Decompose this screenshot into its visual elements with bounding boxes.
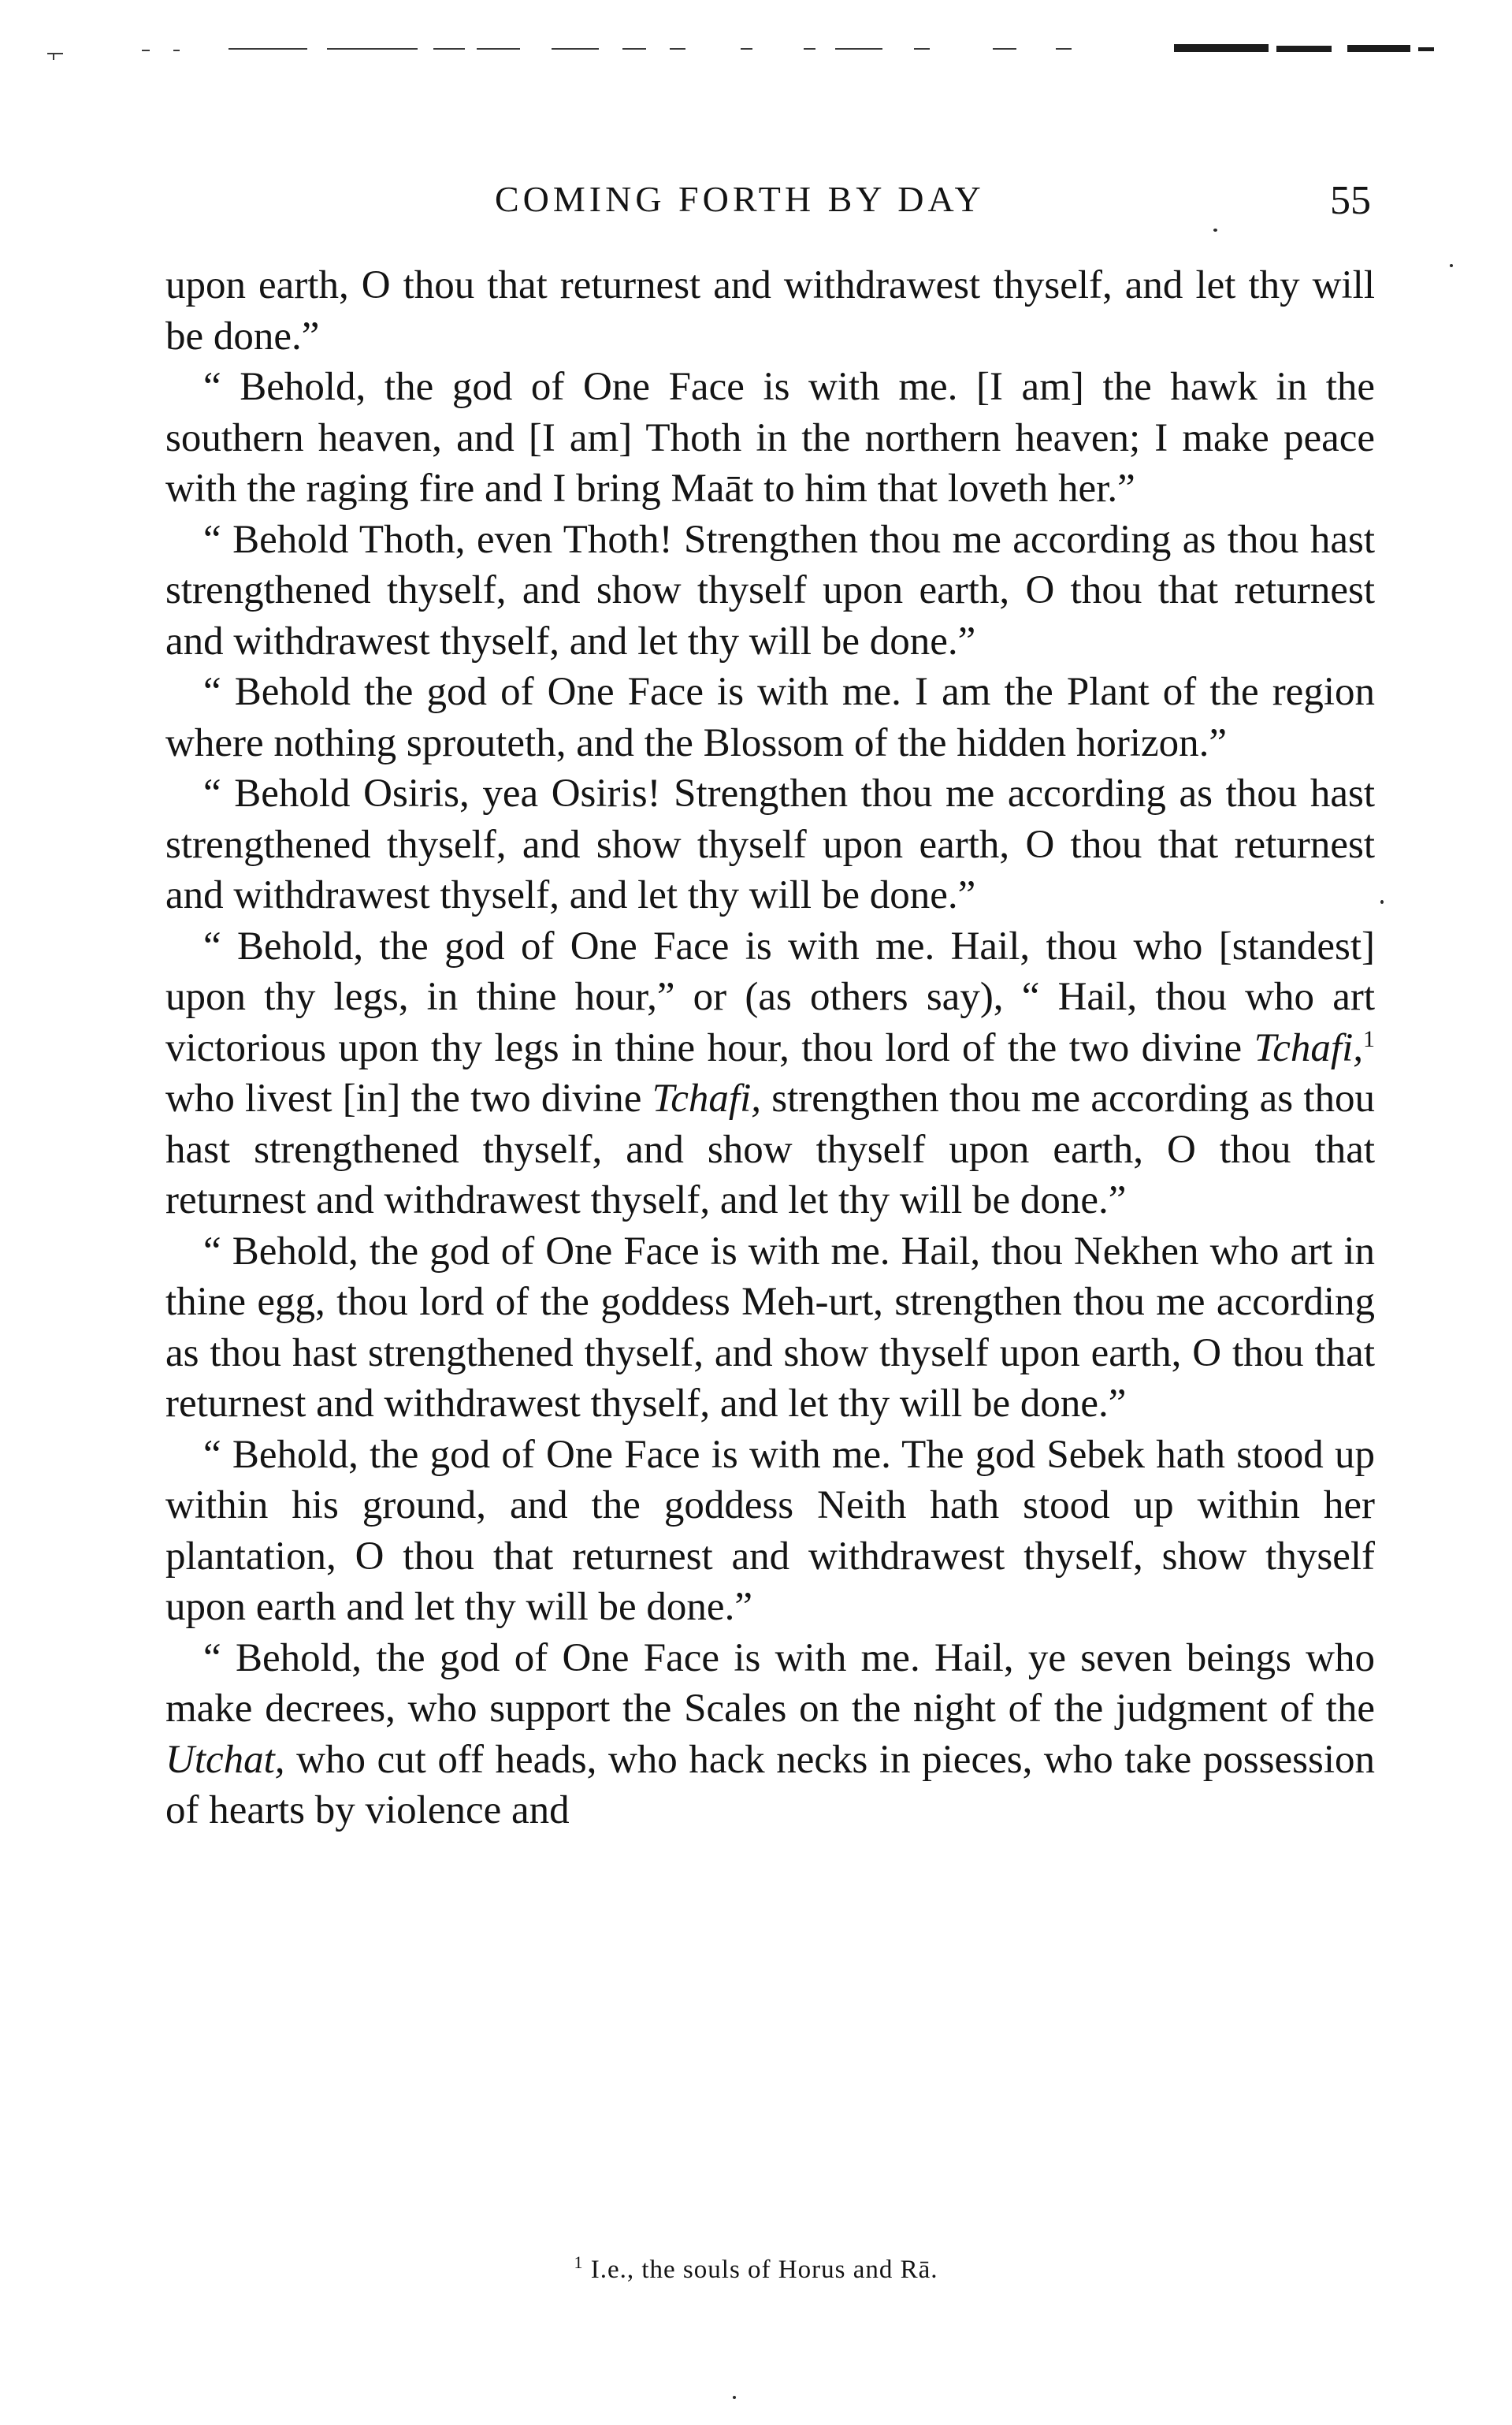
paragraph: [165, 921, 1375, 1226]
paragraph-text: “ Behold, the god of One Face is with me. Hail, ye seven beings who make decrees, who support the Scales on the night of the judgment of the: [165, 1635, 1375, 1731]
footnote-text: I.e., the souls of Horus and Rā.: [590, 2256, 938, 2284]
paragraph: upon earth, O thou that returnest and withdrawest thyself, and let thy will be done.”: [165, 263, 1375, 359]
footnote-reference[interactable]: 1: [1363, 1025, 1375, 1052]
page-number: 55: [1330, 178, 1371, 223]
paragraph: “ Behold Osiris, yea Osiris! Strengthen thou me according as thou hast strengthened thyself, and show thyself upon earth, O thou that returnest and withdrawest thyself, and let thy will be done.”: [165, 772, 1375, 917]
scan-speck: [1450, 264, 1453, 267]
running-head-title: COMING FORTH BY DAY: [495, 179, 985, 219]
paragraph-text: who cut off heads, who hack necks in pieces, who take possession of hearts by violence and: [165, 1737, 1375, 1832]
italic-term: Utchat,: [165, 1737, 285, 1782]
footnote-mark: 1: [574, 2252, 584, 2272]
running-head: [165, 172, 1371, 227]
scan-edge-marks: [47, 32, 1481, 63]
scan-speck: [733, 2396, 736, 2399]
paragraph-text: strengthen thou me according as thou hast strengthened thyself, and show thyself upon earth, O thou that returnest and withdrawest thyself, and let thy will be done.”: [165, 1077, 1375, 1222]
paragraph: [165, 1633, 1375, 1836]
body-text: [165, 260, 1375, 1836]
scan-speck: [1213, 229, 1217, 232]
paragraph: “ Behold, the god of One Face is with me. [I am] the hawk in the southern heaven, and [I am] Thoth in the northern heaven; I make peace with the raging fire and I bring Maāt to him that loveth her.”: [165, 365, 1375, 511]
paragraph: “ Behold, the god of One Face is with me. The god Sebek hath stood up within his ground, and the goddess Neith hath stood up within her plantation, O thou that returnest and withdrawest thyself, show thyself upon earth and let thy will be done.”: [165, 1432, 1375, 1629]
paragraph-text: “ Behold, the god of One Face is with me. Hail, thou who [standest] upon thy legs, in thine hour,” or (as others say), “ Hail, thou who art victorious upon thy legs in thine hour, thou lord of the two divine: [165, 924, 1375, 1070]
italic-term: Tchafi,: [1254, 1025, 1363, 1070]
scan-speck: [1380, 900, 1384, 904]
paragraph: “ Behold the god of One Face is with me. I am the Plant of the region where nothing sprouteth, and the Blossom of the hidden horizon.”: [165, 670, 1375, 765]
paragraph: “ Behold Thoth, even Thoth! Strengthen thou me according as thou hast strengthened thyself, and show thyself upon earth, O thou that returnest and withdrawest thyself, and let thy will be done.”: [165, 517, 1375, 664]
italic-term: Tchafi,: [652, 1077, 762, 1121]
paragraph-text: who livest [in] the two divine: [165, 1077, 652, 1121]
footnote: [0, 2250, 1512, 2289]
paragraph: “ Behold, the god of One Face is with me. Hail, thou Nekhen who art in thine egg, thou lord of the goddess Meh-urt, strengthen thou me according as thou hast strengthened thyself, and show thyself upon earth, O thou that returnest and withdrawest thyself, and let thy will be done.”: [165, 1229, 1375, 1426]
